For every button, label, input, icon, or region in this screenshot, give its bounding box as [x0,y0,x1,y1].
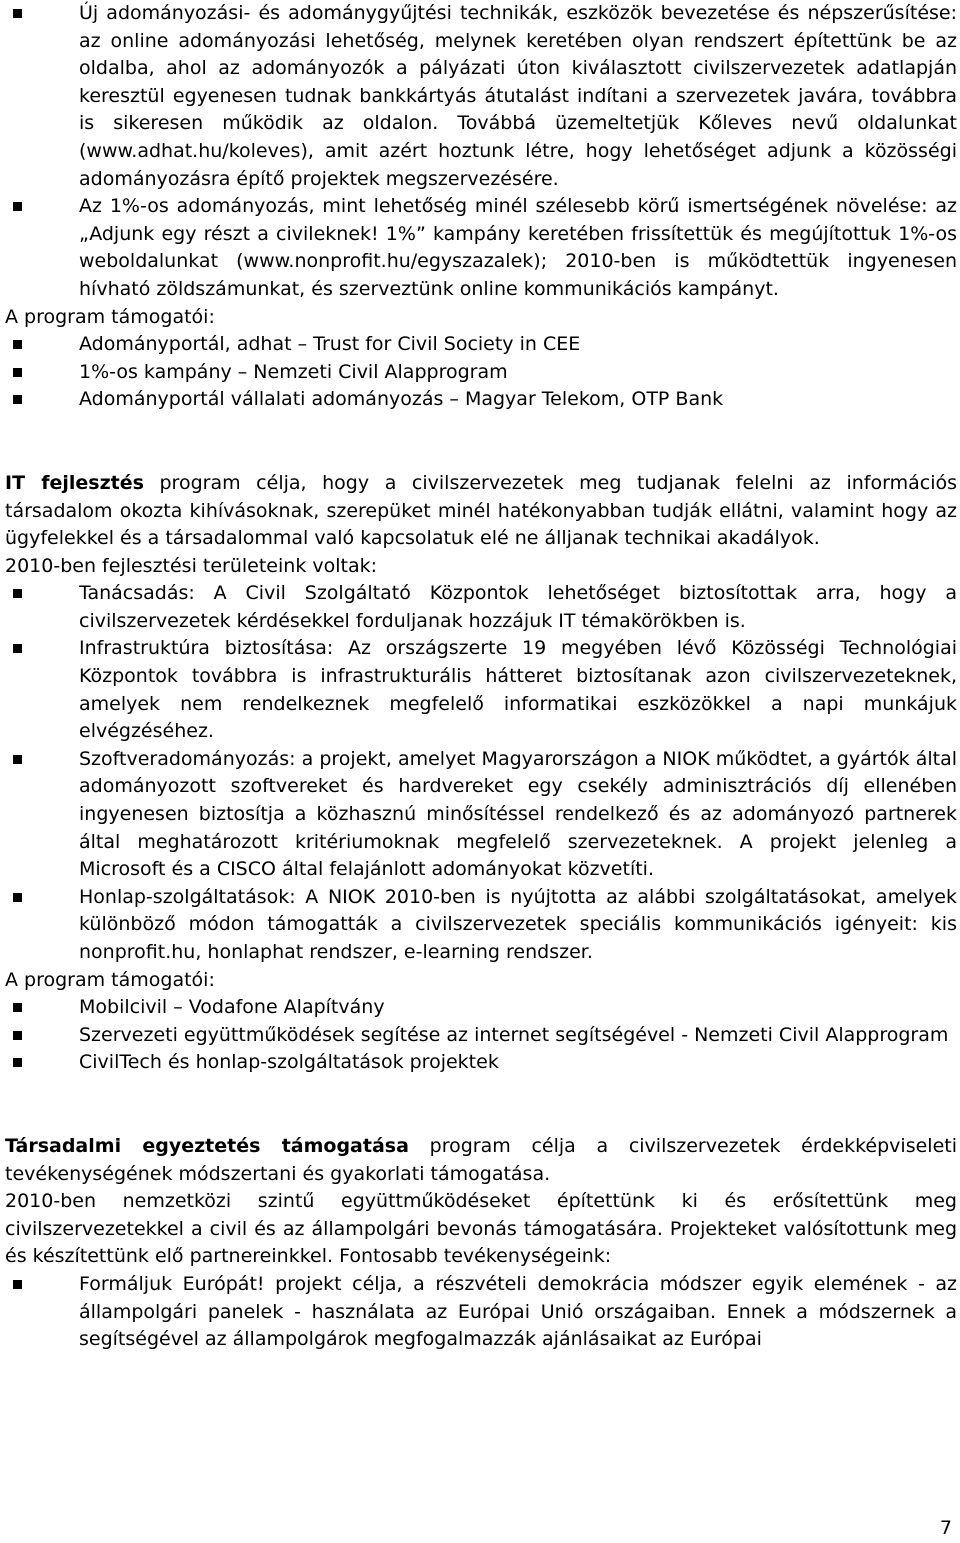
square-bullet-icon [13,202,22,211]
it-areas-list [5,580,957,966]
supporters-label: A program támogatói: [5,305,215,328]
square-bullet-icon [13,368,22,377]
square-bullet-icon [13,9,22,18]
it-section-title: IT fejlesztés [5,471,144,494]
social-activities-list [5,1271,957,1354]
social-section-intro: Társadalmi egyeztetés támogatása program célja a civilszervezetek érdekképviseleti tevékenységének módszertani és gyakorlati támogatása. [5,1134,957,1185]
list-item: Infrastruktúra biztosítása: Az országszerte 19 megyében lévő Közösségi Technológiai Központok továbbra is infrastrukturális hátteret biztosítanak azon civilszervezeteknek, amelyek nem rendelkeznek megfelelő informatikai eszközökkel a napi munkájuk elvégzéséhez. [79,635,957,745]
square-bullet-icon [13,1058,22,1067]
list-item: Szoftveradományozás: a projekt, amelyet Magyarországon a NIOK működtet, a gyártók által adományozott szoftvereket és hardvereket egy csekély adminisztrációs díj ellenében ingyenesen biztosítja a közhasznú minősítéssel rendelkező és az adományozó partnerek által meghatározott kritériumoknak megfelelő szervezeteknek. A projekt jelenleg a Microsoft és a CISCO által felajánlott adományokat közvetíti. [79,746,957,884]
it-section-intro: IT fejlesztés program célja, hogy a civilszervezetek meg tudjanak felelni az információs társadalom okozta kihívásoknak, szerepüket minél hatékonyabban tudják ellátni, valamint hogy az ügyfelekkel és a társadalommal való kapcsolatuk elé ne álljanak technikai akadályok. [5,471,957,550]
list-item: Adományportál, adhat – Trust for Civil Society in CEE [79,331,957,359]
it-supporters-list [5,994,957,1077]
square-bullet-icon [13,1003,22,1012]
square-bullet-icon [13,1280,22,1289]
section-spacer [5,1077,957,1133]
list-item: Szervezeti együttműködések segítése az internet segítségével - Nemzeti Civil Alapprogram [79,1022,957,1050]
social-section-paragraph: 2010-ben nemzetközi szintű együttműködéseket építettünk ki és erősítettünk meg civilszervezetekkel a civil és az állampolgári bevonás támogatására. Projekteket valósítottunk meg és készítettünk elő partnereinkkel. Fontosabb tevékenységeink: [5,1190,957,1268]
list-item: Tanácsadás: A Civil Szolgáltató Központok lehetőséget biztosítottak arra, hogy a civilszervezetek kérdésekkel forduljanak hozzájuk IT témakörökben is. [79,580,957,635]
supporters-list [5,331,957,414]
it-supporters-label: A program támogatói: [5,968,215,991]
document-page [5,0,957,1354]
list-item: Az 1%-os adományozás, mint lehetőség minél szélesebb körű ismertségének növelése: az „Adjunk egy részt a civileknek! 1%” kampány keretében frissítettük és megújítottuk 1%-os weboldalunkat (www.nonprofit.hu/egyszazalek); 2010-ben is működtettük ingyenesen hívható zöldszámunkat, és szerveztünk online kommunikációs kampányt. [79,193,957,303]
list-item: Honlap-szolgáltatások: A NIOK 2010-ben is nyújtotta az alábbi szolgáltatásokat, amelyek különböző módon támogatták a civilszervezetek speciális kommunikációs igényeit: kis nonprofit.hu, honlaphat rendszer, e-learning rendszer. [79,884,957,967]
list-item: 1%-os kampány – Nemzeti Civil Alapprogram [79,359,957,387]
page-number: 7 [939,1517,952,1539]
section-spacer [5,414,957,470]
list-item: CivilTech és honlap-szolgáltatások projektek [79,1049,957,1077]
square-bullet-icon [13,893,22,902]
square-bullet-icon [13,340,22,349]
list-item: Mobilcivil – Vodafone Alapítvány [79,994,957,1022]
square-bullet-icon [13,755,22,764]
square-bullet-icon [13,589,22,598]
square-bullet-icon [13,395,22,404]
square-bullet-icon [13,1031,22,1040]
list-item: Új adományozási- és adománygyűjtési technikák, eszközök bevezetése és népszerűsítése: az online adományozási lehetőség, melynek keretében olyan rendszert építettünk be az oldalba, ahol az adományozók a pályázati úton kiválasztott civilszervezetek adatlapján keresztül egyenesen tudnak bankkártyás átutalást indítani a szervezetek javára, továbbra is sikeresen működik az oldalon. Továbbá üzemeltetjük Kőleves nevű oldalunkat (www.adhat.hu/koleves), amit azért hoztunk létre, hogy lehetőséget adjunk a közösségi adományozásra építő projektek megszervezésére. [79,0,957,193]
social-section-title: Társadalmi egyeztetés támogatása [5,1134,409,1157]
list-item: Adományportál vállalati adományozás – Magyar Telekom, OTP Bank [79,386,957,414]
square-bullet-icon [13,644,22,653]
list-item: Formáljuk Európát! projekt célja, a részvételi demokrácia módszer egyik elemének - az állampolgári panelek - használata az Európai Unió országaiban. Ennek a módszernek a segítségével az állampolgárok megfogalmazzák ajánlásaikat az Európai [79,1271,957,1354]
fundraising-list [5,0,957,304]
it-areas-label: 2010-ben fejlesztési területeink voltak: [5,554,378,577]
